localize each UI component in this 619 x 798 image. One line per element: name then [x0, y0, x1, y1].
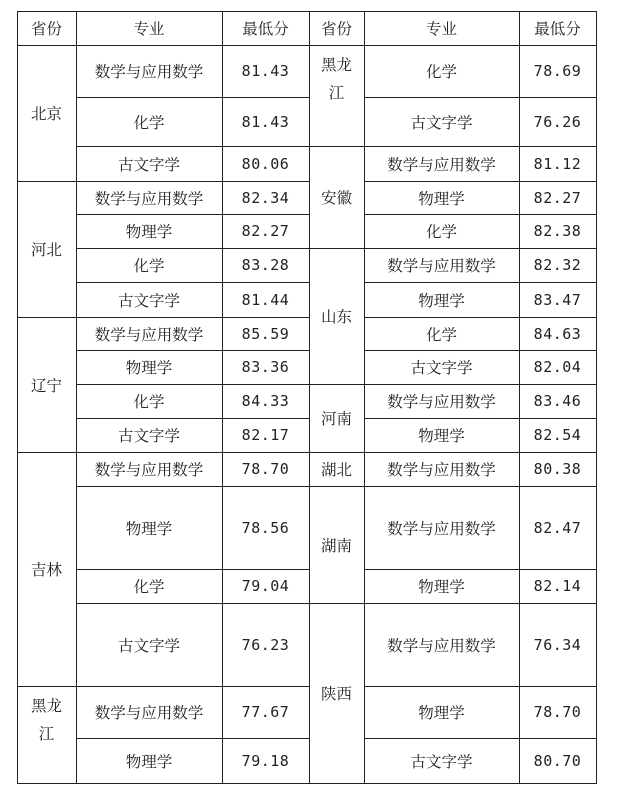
major-cell: 物理学 — [418, 291, 465, 310]
score-cell: 79.18 — [241, 751, 290, 770]
score-cell: 84.33 — [241, 392, 290, 410]
major-cell: 古文字学 — [410, 113, 473, 132]
table-rule — [76, 569, 310, 570]
province-name: 山东 — [320, 308, 352, 326]
province-name: 辽宁 — [30, 376, 62, 395]
score-cell: 79.04 — [241, 577, 290, 595]
major-cell: 数学与应用数学 — [94, 461, 204, 479]
table-rule — [76, 350, 310, 351]
score-cell: 81.43 — [241, 62, 290, 80]
province-name: 河南 — [320, 410, 352, 428]
score-cell: 78.70 — [533, 703, 582, 721]
table-rule — [76, 282, 310, 283]
score-cell: 82.17 — [241, 426, 290, 444]
province-name: 河北 — [30, 241, 62, 259]
major-cell: 化学 — [133, 578, 165, 596]
score-cell: 84.63 — [533, 324, 582, 343]
table-rule — [309, 452, 597, 453]
major-cell: 古文字学 — [117, 291, 180, 310]
score-cell: 78.70 — [241, 460, 290, 478]
table-rule — [364, 317, 597, 318]
column-header: 最低分 — [242, 20, 289, 38]
major-cell: 数学与应用数学 — [94, 325, 204, 344]
score-cell: 81.44 — [241, 290, 290, 309]
province-cell — [309, 248, 364, 384]
major-cell: 数学与应用数学 — [387, 155, 496, 174]
table-rule — [17, 181, 310, 182]
score-cell: 81.43 — [241, 112, 290, 131]
table-rule — [76, 738, 310, 739]
score-cell: 82.47 — [533, 518, 582, 537]
province-name: 陕西 — [320, 685, 352, 703]
province-cell — [17, 686, 76, 783]
table-rule — [76, 248, 310, 249]
table-rule — [309, 11, 310, 784]
province-cell — [309, 452, 364, 486]
major-cell: 物理学 — [125, 519, 173, 538]
major-cell: 物理学 — [418, 704, 465, 722]
major-cell: 数学与应用数学 — [94, 704, 204, 722]
province-cell — [17, 45, 76, 181]
major-cell: 物理学 — [125, 359, 173, 377]
major-cell: 古文字学 — [410, 752, 473, 771]
major-cell: 数学与应用数学 — [94, 189, 204, 208]
table-rule — [17, 317, 310, 318]
table-rule — [364, 97, 597, 98]
major-cell: 古文字学 — [117, 427, 180, 445]
table-rule — [309, 486, 597, 487]
column-header: 省份 — [320, 20, 352, 38]
province-cell — [309, 45, 364, 146]
score-cell: 82.27 — [533, 188, 582, 207]
major-cell: 物理学 — [125, 752, 173, 771]
major-cell: 物理学 — [418, 427, 465, 445]
score-cell: 81.12 — [533, 154, 582, 173]
score-cell: 77.67 — [241, 703, 290, 721]
score-cell: 82.34 — [241, 188, 290, 207]
province-cell — [17, 181, 76, 317]
table-rule — [364, 686, 597, 687]
major-cell: 数学与应用数学 — [387, 257, 496, 275]
major-cell: 数学与应用数学 — [387, 461, 496, 479]
table-rule — [17, 45, 597, 46]
table-rule — [364, 418, 597, 419]
column-header: 专业 — [133, 20, 165, 38]
province-cell — [17, 452, 76, 686]
major-cell: 化学 — [133, 113, 165, 132]
major-cell: 数学与应用数学 — [387, 519, 496, 538]
major-cell: 物理学 — [418, 189, 465, 208]
score-cell: 83.47 — [533, 290, 582, 309]
column-header: 最低分 — [534, 20, 581, 38]
table-rule — [364, 214, 597, 215]
major-cell: 古文字学 — [117, 155, 180, 174]
table-rule — [17, 11, 597, 12]
major-cell: 化学 — [425, 223, 457, 241]
score-cell: 85.59 — [241, 324, 290, 343]
table-rule — [17, 11, 18, 784]
province-cell — [309, 486, 364, 603]
table-rule — [17, 686, 310, 687]
major-cell: 物理学 — [125, 223, 173, 241]
table-rule — [309, 603, 597, 604]
score-cell: 78.69 — [533, 62, 582, 80]
major-cell: 数学与应用数学 — [94, 63, 204, 81]
province-name: 安徽 — [320, 189, 352, 207]
table-rule — [309, 384, 597, 385]
table-rule — [17, 783, 597, 784]
table-rule — [76, 418, 310, 419]
province-cell — [17, 317, 76, 452]
major-cell: 化学 — [133, 257, 165, 275]
major-cell: 数学与应用数学 — [387, 636, 496, 655]
major-cell: 物理学 — [418, 578, 465, 596]
table-rule — [76, 384, 310, 385]
column-header: 专业 — [425, 20, 457, 38]
score-cell: 83.46 — [533, 392, 582, 410]
province-name: 湖南 — [320, 536, 352, 555]
table-rule — [76, 11, 77, 784]
province-name: 黑龙江 — [320, 56, 352, 102]
table-rule — [519, 11, 520, 784]
score-cell: 83.28 — [241, 256, 290, 274]
score-cell: 80.70 — [533, 751, 582, 770]
major-cell: 数学与应用数学 — [387, 393, 496, 411]
table-rule — [364, 181, 597, 182]
table-rule — [596, 11, 597, 784]
table-rule — [17, 452, 310, 453]
score-cell: 82.38 — [533, 222, 582, 240]
major-cell: 化学 — [425, 63, 457, 81]
major-cell: 化学 — [425, 325, 457, 344]
score-cell: 82.32 — [533, 256, 582, 274]
province-cell — [309, 146, 364, 248]
table-rule — [76, 486, 310, 487]
score-cell: 76.23 — [241, 635, 290, 654]
score-cell: 80.06 — [241, 154, 290, 173]
table-rule — [309, 146, 597, 147]
major-cell: 古文字学 — [117, 636, 180, 655]
table-rule — [309, 248, 597, 249]
score-cell: 76.26 — [533, 112, 582, 131]
score-cell: 78.56 — [241, 518, 290, 537]
score-cell: 82.04 — [533, 358, 582, 376]
score-cell: 82.27 — [241, 222, 290, 240]
table-rule — [76, 146, 310, 147]
province-name: 湖北 — [320, 461, 352, 479]
table-rule — [222, 11, 223, 784]
table-rule — [76, 214, 310, 215]
column-header: 省份 — [30, 20, 62, 38]
province-name: 北京 — [30, 105, 62, 123]
province-cell — [309, 603, 364, 783]
table-rule — [364, 569, 597, 570]
table-rule — [364, 350, 597, 351]
table-rule — [364, 738, 597, 739]
score-cell: 82.54 — [533, 426, 582, 444]
score-cell: 82.14 — [533, 577, 582, 595]
table-rule — [76, 97, 310, 98]
score-cell: 80.38 — [533, 460, 582, 478]
score-cell: 76.34 — [533, 635, 582, 654]
major-cell: 古文字学 — [410, 359, 473, 377]
province-name: 吉林 — [30, 561, 62, 579]
table-rule — [76, 603, 310, 604]
major-cell: 化学 — [133, 393, 165, 411]
table-rule — [364, 11, 365, 784]
province-name: 黑龙江 — [30, 697, 62, 743]
province-cell — [309, 384, 364, 452]
score-cell: 83.36 — [241, 358, 290, 376]
table-rule — [364, 282, 597, 283]
